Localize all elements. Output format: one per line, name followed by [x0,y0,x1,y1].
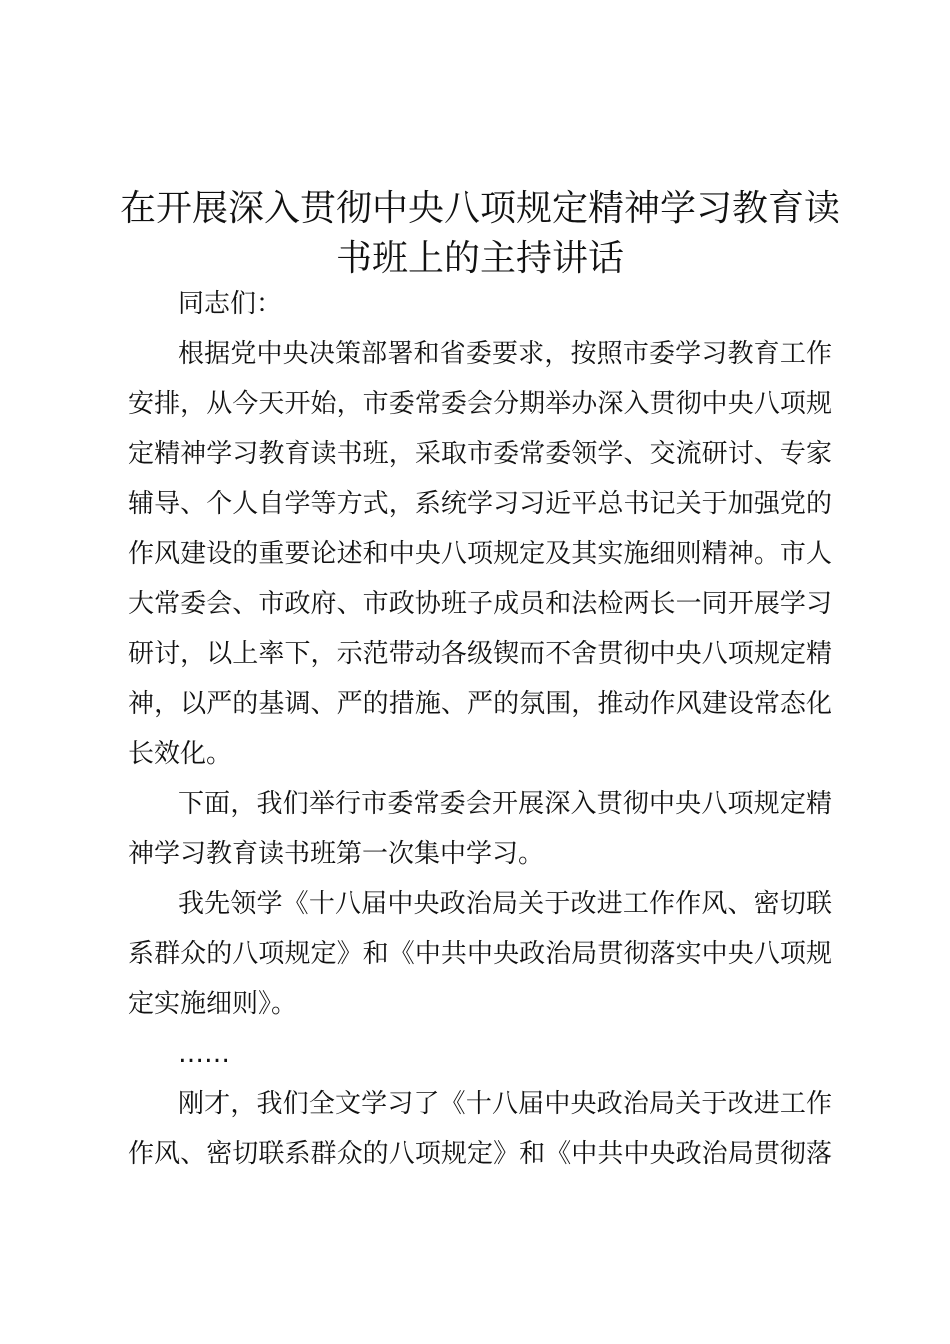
paragraph-line: 作风、密切联系群众的八项规定》和《中共中央政治局贯彻落 [128,1139,832,1169]
paragraph-line: 我先领学《十八届中央政治局关于改进工作作风、密切联 [178,889,832,919]
paragraph-line: 安排，从今天开始，市委常委会分期举办深入贯彻中央八项规 [128,389,832,419]
paragraph-line: 辅导、个人自学等方式，系统学习习近平总书记关于加强党的 [128,489,832,519]
paragraph-line: 定精神学习教育读书班，采取市委常委领学、交流研讨、专家 [128,439,832,469]
paragraph-line: 根据党中央决策部署和省委要求，按照市委学习教育工作 [178,339,832,369]
paragraph-line: 神学习教育读书班第一次集中学习。 [128,839,545,869]
paragraph-line: 长效化。 [128,739,233,769]
paragraph-line: 作风建设的重要论述和中央八项规定及其实施细则精神。市人 [128,539,832,569]
paragraph-line: 刚才，我们全文学习了《十八届中央政治局关于改进工作 [178,1089,832,1119]
paragraph-line: 神，以严的基调、严的措施、严的氛围，推动作风建设常态化 [128,689,832,719]
paragraph-line: 下面，我们举行市委常委会开展深入贯彻中央八项规定精 [178,789,832,819]
paragraph-line: 大常委会、市政府、市政协班子成员和法检两长一同开展学习 [128,589,832,619]
document-title-line-1: 在开展深入贯彻中央八项规定精神学习教育读 [119,188,840,229]
document-title-line-2: 书班上的主持讲话 [335,238,624,279]
paragraph-line: 研讨，以上率下，示范带动各级锲而不舍贯彻中央八项规定精 [128,639,832,669]
paragraph-line: 系群众的八项规定》和《中共中央政治局贯彻落实中央八项规 [128,939,832,969]
ellipsis-line: …… [178,1039,230,1069]
paragraph-line: 定实施细则》。 [128,989,298,1019]
salutation: 同志们： [178,289,283,319]
